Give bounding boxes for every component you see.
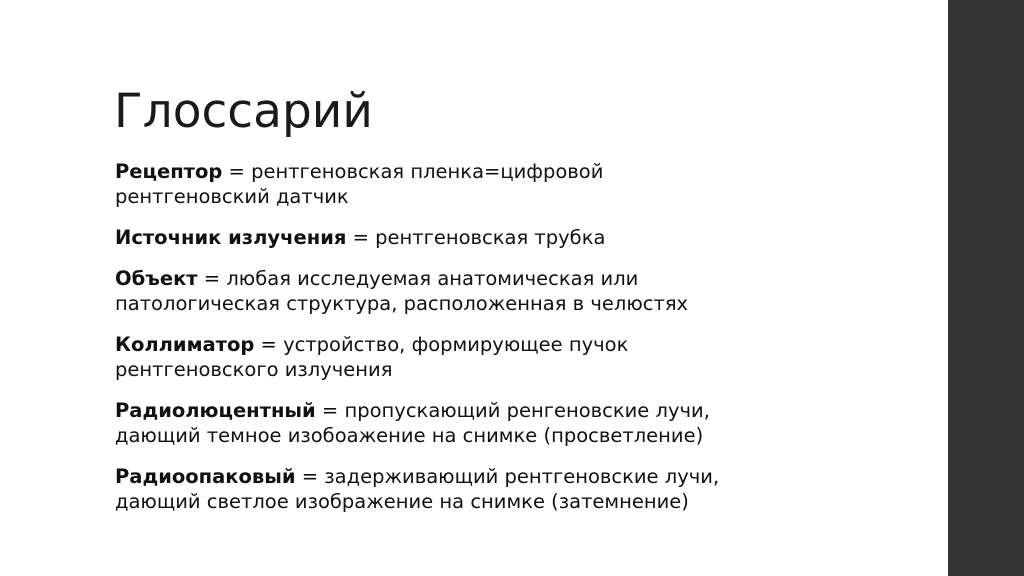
- glossary-entry: [115, 225, 905, 250]
- entry-definition: = любая исследуемая анатомическая или: [197, 267, 639, 290]
- entry-term: Рецептор: [115, 160, 223, 183]
- entry-definition: = пропускающий ренгеновские лучи,: [315, 399, 710, 422]
- entry-definition-continued: рентгеновского излучения: [115, 358, 393, 381]
- entry-definition: = рентгеновская трубка: [346, 226, 606, 249]
- entry-line: [115, 225, 905, 250]
- entry-term: Коллиматор: [115, 333, 255, 356]
- entry-definition: = устройство, формирующее пучок: [254, 333, 629, 356]
- entry-definition: = рентгеновская пленка=цифровой: [222, 160, 604, 183]
- glossary-entry: [115, 464, 905, 514]
- entry-term: Объект: [115, 267, 198, 290]
- glossary-list: [115, 159, 905, 530]
- entry-line: [115, 398, 905, 423]
- glossary-entry: [115, 159, 905, 209]
- side-bar: [948, 0, 1024, 576]
- entry-term: Радиолюцентный: [115, 399, 316, 422]
- entry-line: [115, 464, 905, 489]
- entry-line: [115, 266, 905, 291]
- entry-definition-continued: дающий светлое изображение на снимке (затемнение): [115, 490, 689, 513]
- entry-definition-continued: патологическая структура, расположенная в челюстях: [115, 292, 689, 315]
- entry-definition-continued: дающий темное изобоажение на снимке (просветление): [115, 424, 704, 447]
- entry-term: Радиоопаковый: [115, 465, 296, 488]
- glossary-entry: [115, 332, 905, 382]
- entry-line: [115, 159, 905, 184]
- glossary-entry: [115, 266, 905, 316]
- entry-line: [115, 332, 905, 357]
- slide-title: Глоссарий: [114, 84, 373, 139]
- entry-term: Источник излучения: [115, 226, 347, 249]
- entry-definition-continued: рентгеновский датчик: [115, 185, 349, 208]
- entry-definition: = задерживающий рентгеновские лучи,: [295, 465, 720, 488]
- glossary-entry: [115, 398, 905, 448]
